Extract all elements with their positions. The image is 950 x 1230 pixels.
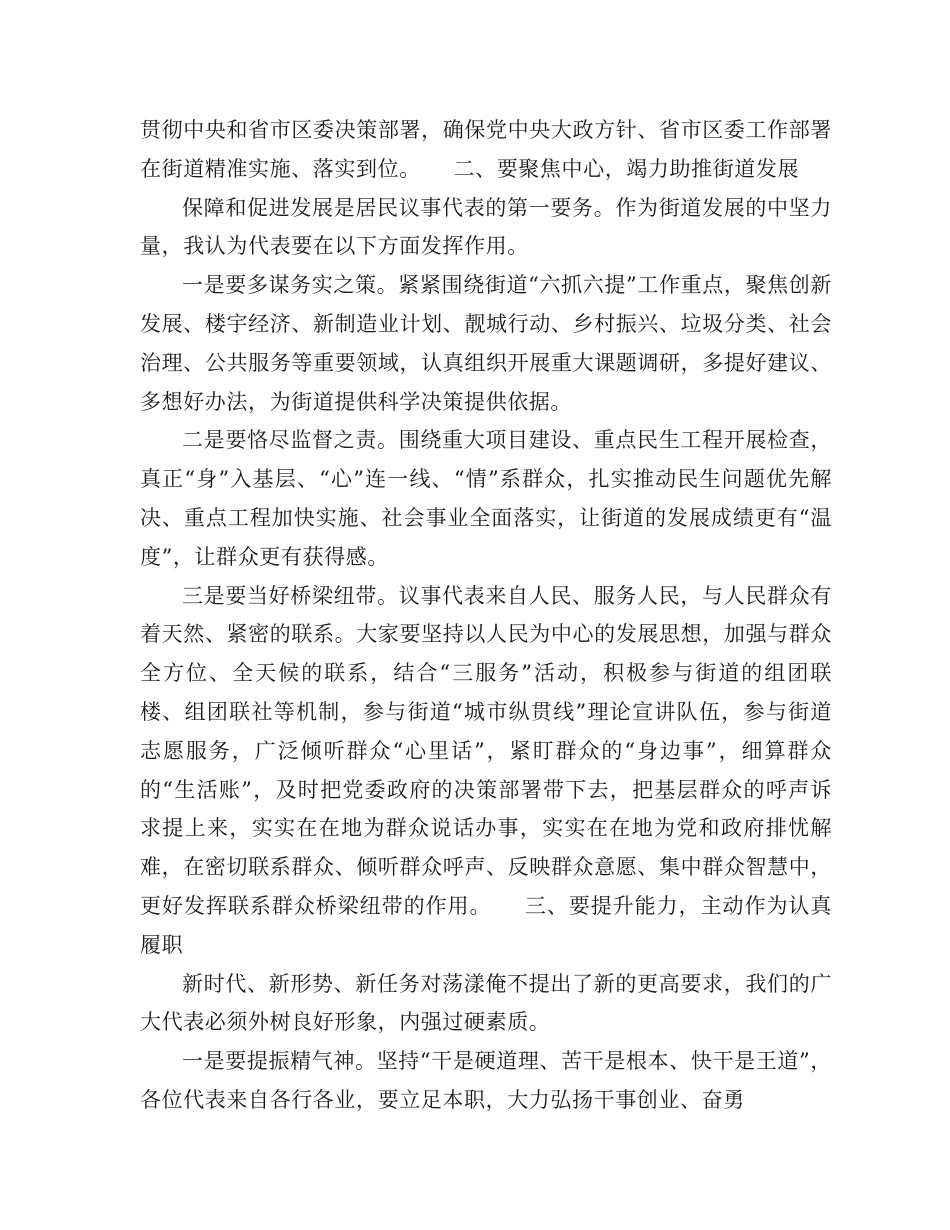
paragraph-4: 二是要恪尽监督之责。围绕重大项目建设、重点民生工程开展检查，真正“身”入基层、“心”连一线、“情”系群众，扎实推动民生问题优先解决、重点工程加快实施、社会事业全面落实，让街道的发展成绩更有“温度”，让群众更有获得感。 — [140, 428, 832, 569]
paragraph-2: 保障和促进发展是居民议事代表的第一要务。作为街道发展的中坚力量，我认为代表要在以下方面发挥作用。 — [140, 195, 832, 259]
paragraph-5: 三是要当好桥梁纽带。议事代表来自人民、服务人民，与人民群众有着天然、紧密的联系。大家要坚持以人民为中心的发展思想，加强与群众全方位、全天候的联系，结合“三服务”活动，积极参与街道的组团联楼、组团联社等机制，参与街道“城市纵贯线”理论宣讲队伍，参与街道志愿服务，广泛倾听群众“心里话”，紧盯群众的“身边事”，细算群众的“生活账”，及时把党委政府的决策部署带下去，把基层群众的呼声诉求提上来，实实在在地为群众说话办事，实实在在地为党和政府排忧解难，在密切联系群众、倾听群众呼声、反映群众意愿、集中群众智慧中，更好发挥联系群众桥梁纽带的作用。 三、要提升能力，主动作为认真履职 — [140, 583, 832, 957]
paragraph-6: 新时代、新形势、新任务对荡漾俺不提出了新的更高要求，我们的广大代表必须外树良好形象，内强过硬素质。 — [140, 971, 832, 1035]
document-body — [140, 111, 832, 1120]
paragraph-1: 贯彻中央和省市区委决策部署，确保党中央大政方针、省市区委工作部署在街道精准实施、落实到位。 二、要聚焦中心，竭力助推街道发展 — [140, 118, 832, 181]
paragraph-3: 一是要多谋务实之策。紧紧围绕街道“六抓六提”工作重点，聚焦创新发展、楼宇经济、新制造业计划、靓城行动、乡村振兴、垃圾分类、社会治理、公共服务等重要领域，认真组织开展重大课题调研，多提好建议、多想好办法，为街道提供科学决策提供依据。 — [140, 273, 832, 414]
paragraph-7: 一是要提振精气神。坚持“干是硬道理、苦干是根本、快干是王道”，各位代表来自各行各业，要立足本职，大力弘扬干事创业、奋勇 — [140, 1049, 832, 1112]
